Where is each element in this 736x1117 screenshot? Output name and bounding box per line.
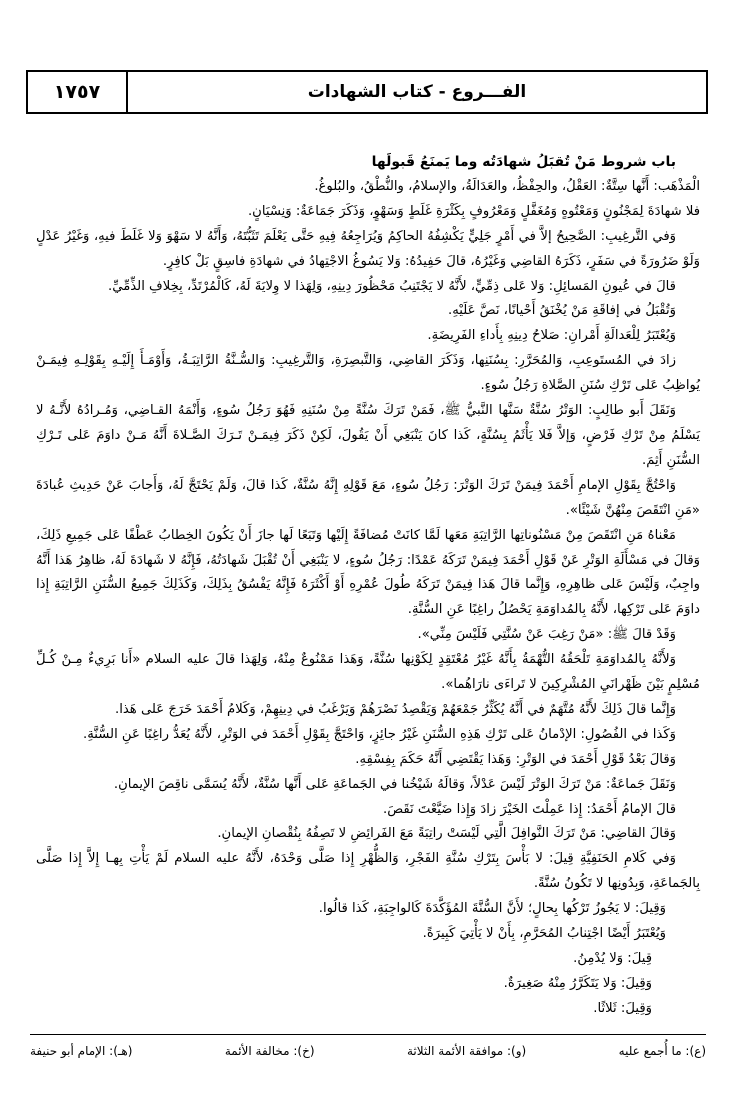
footer-legend <box>30 1040 706 1062</box>
paragraph: وَقالَ بَعْدُ قَوْلِ أَحْمَدَ في الوَتْرِ: وَهَذا يَقْتَضِي أَنَّهُ حَكَمَ بِفِسْقِهِ. <box>355 751 676 767</box>
paragraph: وَقِيلَ: ثَلاثًا. <box>593 1000 652 1016</box>
paragraph: وَفي كَلامِ الحَنَفِيَّةِ قِيلَ: لا بَأْسَ بِتَرْكِ سُنَّةِ الفَجْرِ، وَالظُّهْرِ إِذا صَلَّى وَحْدَهُ، لأَنَّهُ عليه السلام لَمْ يَأْتِ بِهـا إِلاَّ إِذا صَلَّى بِالجَماعَةِ، وَبِدُونِها لا تَكُونُ سُنَّةً. <box>36 851 700 892</box>
running-header <box>26 70 708 114</box>
footer-legend-item: (هـ): الإمام أبو حنيفة <box>30 1044 133 1058</box>
paragraph: وَفي التَّرغِيبِ: الصَّحِيحُ إلاَّ في أَمْرٍ جَلِيٍّ يَكْشِفُهُ الحاكِمُ وَيُرَاجِعُهُ فِيهِ حَتَّى يَعْلَمَ تَثَبُّتَهُ، وَأَنَّهُ لا سَهْوَ وَلا غَلَطَ فيهِ، وَغَيْرُ عَدْلٍ وَلَوْ ضَرُورَةً في سَفَرٍ، ذَكَرَهُ القاضِي وَغَيْرُهُ، قالَ حَفِيدُهُ: وَلا يَسُوغُ الاجْتِهادُ في شهادَةِ فاسِقٍ بَلْ كافِرٍ. <box>36 228 700 269</box>
paragraph: قالَ الإمامُ أَحْمَدُ: إِذا عَمِلْتَ الخَيْرَ زادَ وَإِذا ضَيَّعْتَ نَقَصَ. <box>383 801 676 817</box>
paragraph: وَقِيلَ: لا يَجُوزُ تَرْكُها بِحالٍ؛ لأَنَّ السُّنَّةَ المُؤَكَّدَةَ كَالواجِبَةِ، كَذا قالُوا. <box>318 901 666 917</box>
page-number: ١٧٥٧ <box>53 81 101 103</box>
paragraph: فلا شهادَةَ لِمَجْنُونٍ وَمَعْتُوهٍ وَمُغَفَّلٍ وَمَعْرُوفٍ بِكَثْرَةِ غَلَطٍ وَسَهْوٍ، وَذَكَرَ جَمَاعَةٌ: وَنِسْيَانٍ. <box>247 203 700 219</box>
paragraph: وَيُعْتَبَرُ لِلْعَدالَةِ أَمْرانِ: صَلاحُ دِينِهِ بِأَداءِ الفَرِيضَةِ. <box>427 328 676 344</box>
paragraph: وَقِيلَ: وَلا يَتَكَرَّرُ مِنْهُ صَغِيرَةٌ. <box>503 975 652 991</box>
footer-divider <box>30 1034 706 1035</box>
paragraph: وَكَذا في الفُصُولِ: الإدْمانُ عَلى تَرْكِ هَذِهِ السُّنَنِ غَيْرُ جائِزٍ، وَاحْتَجَّ بِقَوْلِ أَحْمَدَ في الوَتْرِ، لأَنَّهُ يُعَدُّ راغِبًا عَنِ السُّنَّةِ. <box>83 726 676 742</box>
paragraph: وَتُقْبَلُ في إفاقَةِ مَنْ يُخْنَقُ أَحْيانًا، نَصَّ عَلَيْهِ. <box>448 303 676 319</box>
running-head-title: الفـــروع - كتاب الشهادات <box>307 82 527 102</box>
paragraph: مَعْناهُ مَنِ انْتَقَصَ مِنْ مَسْنُوناتِها الرَّاتِبَةِ مَعَها لَمَّا كانَتْ مُضافَةً إِلَيْها وَتَبَعًا لَها جازَ أَنْ يَكُونَ الخِطابُ عَطْفًا عَلى جَمِيعِ ذَلِكَ، وَقالَ في مَسْأَلَةِ الوَتْرِ عَنْ قَوْلِ أَحْمَدَ فِيمَنْ تَرَكَهُ عَمْدًا: رَجُلُ سُوءٍ، لا يَنْبَغِي أَنْ تُقْبَلَ شَهادَتُهُ، فَإِنَّهُ لا شَهادَةَ لَهُ، ظاهِرُ هَذا أَنَّهُ واجِبٌ، وَلَيْسَ عَلى ظاهِرِهِ، وَإِنَّما قالَ هَذا فِيمَنْ تَرَكَهُ طُولَ عُمْرِهِ أَوْ أَكْثَرَهُ فَإِنَّهُ يَفْسُقُ بِذَلِكَ، وَكَذَلِكَ جَمِيعُ السُّنَنِ الرَّاتِبَةِ إِذا داوَمَ عَلى تَرْكِها، لأَنَّهُ بِالمُداوَمَةِ يَحْصُلُ راغِبًا عَنِ السُّنَّةِ. <box>36 527 700 618</box>
footer-legend-item: (خ): مخالفة الأئمة <box>224 1044 315 1058</box>
footer-legend-item: (و): موافقة الأئمة الثلاثة <box>406 1044 527 1058</box>
paragraph: وَيُعْتَبَرُ أَيْضًا اجْتِنابُ المُحَرَّمِ، بِأَنْ لا يَأْتِيَ كَبِيرَةً. <box>422 926 666 942</box>
paragraph: وَنَقَلَ جَماعَةٌ: مَنْ تَرَكَ الوَتْرَ لَيْسَ عَدْلاً، وَقالَهُ شَيْخُنا في الجَماعَةِ عَلى أَنَّها سُنَّةٌ، لأَنَّهُ يُسَمَّى ناقِصَ الإيمانِ. <box>113 776 676 792</box>
paragraph: وَاحْتُجَّ بِقَوْلِ الإمامِ أَحْمَدَ فِيمَنْ تَرَكَ الوَتْرَ: رَجُلُ سُوءٍ، مَعَ قَوْلِهِ إِنَّهُ سُنَّةٌ، كَذا قالَ، وَلَمْ يَحْتَجَّ لَهُ، وَأَجابَ عَنْ حَدِيثِ عُبادَةَ «مَنِ انْتَقَصَ مِنْهُنَّ شَيْئًا». <box>36 477 700 518</box>
paragraph: الْمَذْهَب: أَنَّها سِتَّةٌ: العَقْلُ، والحِفْظُ، والعَدَالَةُ، والإسلامُ، والنُّطْقُ، والبُلوغُ. <box>314 178 700 194</box>
chapter-title: باب شروط مَنْ تُقبَلُ شهادَتُه وما يَمنَعُ قَبولَها <box>371 154 676 170</box>
main-text <box>36 150 700 1022</box>
paragraph: وَقالَ القاضِي: مَنْ تَرَكَ النَّوافِلَ الَّتِي لَيْسَتْ راتِبَةً مَعَ الفَرائِضِ لا تَصِفُهُ بِنُقْصانِ الإيمانِ. <box>217 826 676 842</box>
paragraph: وَإِنَّما قالَ ذَلِكَ لأَنَّهُ مُتَّهَمٌ في أَنَّهُ يُكَثِّرُ جَمْعَهُمْ وَيَقْصِدُ نَصْرَهُمْ وَيَرْغَبُ في دِينِهِمْ، وَكَلامُ أَحْمَدَ خَرَجَ عَلى هَذا. <box>115 701 676 717</box>
paragraph: وَقَدْ قالَ ﷺ: «مَنْ رَغِبَ عَنْ سُنَّتِي فَلَيْسَ مِنِّي». <box>417 627 676 643</box>
paragraph: زادَ في المُستَوعِبِ، وَالمُحَرَّرِ: بِسُنَنِها، وَذَكَرَ القاضِي، وَالتَّبصِرَةِ، وَالتَّرغِيبِ: وَالسُّـنَّةُ الرَّاتِبَـةُ، وَأَوْمَـأَ إِلَيْـهِ بِقَوْلِـهِ فِيمَـنْ يُواظِبُ عَلى تَرْكِ سُنَنِ الصَّلاةِ رَجُلُ سُوءٍ. <box>36 353 700 394</box>
footer-legend-item: (ع): ما أُجمع عليه <box>618 1044 706 1058</box>
paragraph: قالَ في عُيونِ المَسائِلِ: وَلا عَلى ذِمِّيٍّ، لأَنَّهُ لا يَجْتَنِبُ مَحْظُورَ دِينِهِ، وَلِهَذا لا وِلايَةَ لَهُ، كَالْمُرْتَدِّ، بِخِلافِ الذِّمِّيِّ. <box>108 278 676 294</box>
paragraph: وَنَقَلَ أَبو طالِبٍ: الوَتْرُ سُنَّةٌ سَنَّها النَّبيُّ ﷺ، فَمَنْ تَرَكَ سُنَّةً مِنْ سُنَنِهِ فَهُوَ رَجُلُ سُوءٍ، وَأَنْمَهُ القـاضِي، وَمُـرادُهُ لأَنَّـهُ لا يَسْلَمُ مِنْ تَرْكِ فَرْضٍ، وَإلاَّ فَلا يَأْثَمُ بِسُنَّةٍ، كَذا كانَ يَنْبَغِي أَنْ يَقُولَ، لَكِنْ ذَكَرَ فِيمَـنْ تَـرَكَ الصَّـلاةَ أَنَّهُ مَـنْ داوَمَ عَلى تَـرْكِ السُّنَنِ أَثِمَ. <box>36 403 700 468</box>
paragraph: قِيلَ: وَلا يُدْمِنُ. <box>573 951 652 966</box>
paragraph: وَلأَنَّهُ بِالمُداوَمَةِ تَلْحَقُهُ التُّهْمَةُ بِأَنَّهُ غَيْرُ مُعْتَقِدٍ لِكَوْنِها سُنَّةً، وَهَذا مَمْنُوعٌ مِنْهُ، وَلِهَذا قالَ عليه السلام «أَنا بَرِيءٌ مِـنْ كُـلِّ مُسْلِمٍ بَيْنَ ظَهْرانَيِ المُشْرِكِينَ لا تَراءَى نارَاهُما». <box>36 652 700 693</box>
